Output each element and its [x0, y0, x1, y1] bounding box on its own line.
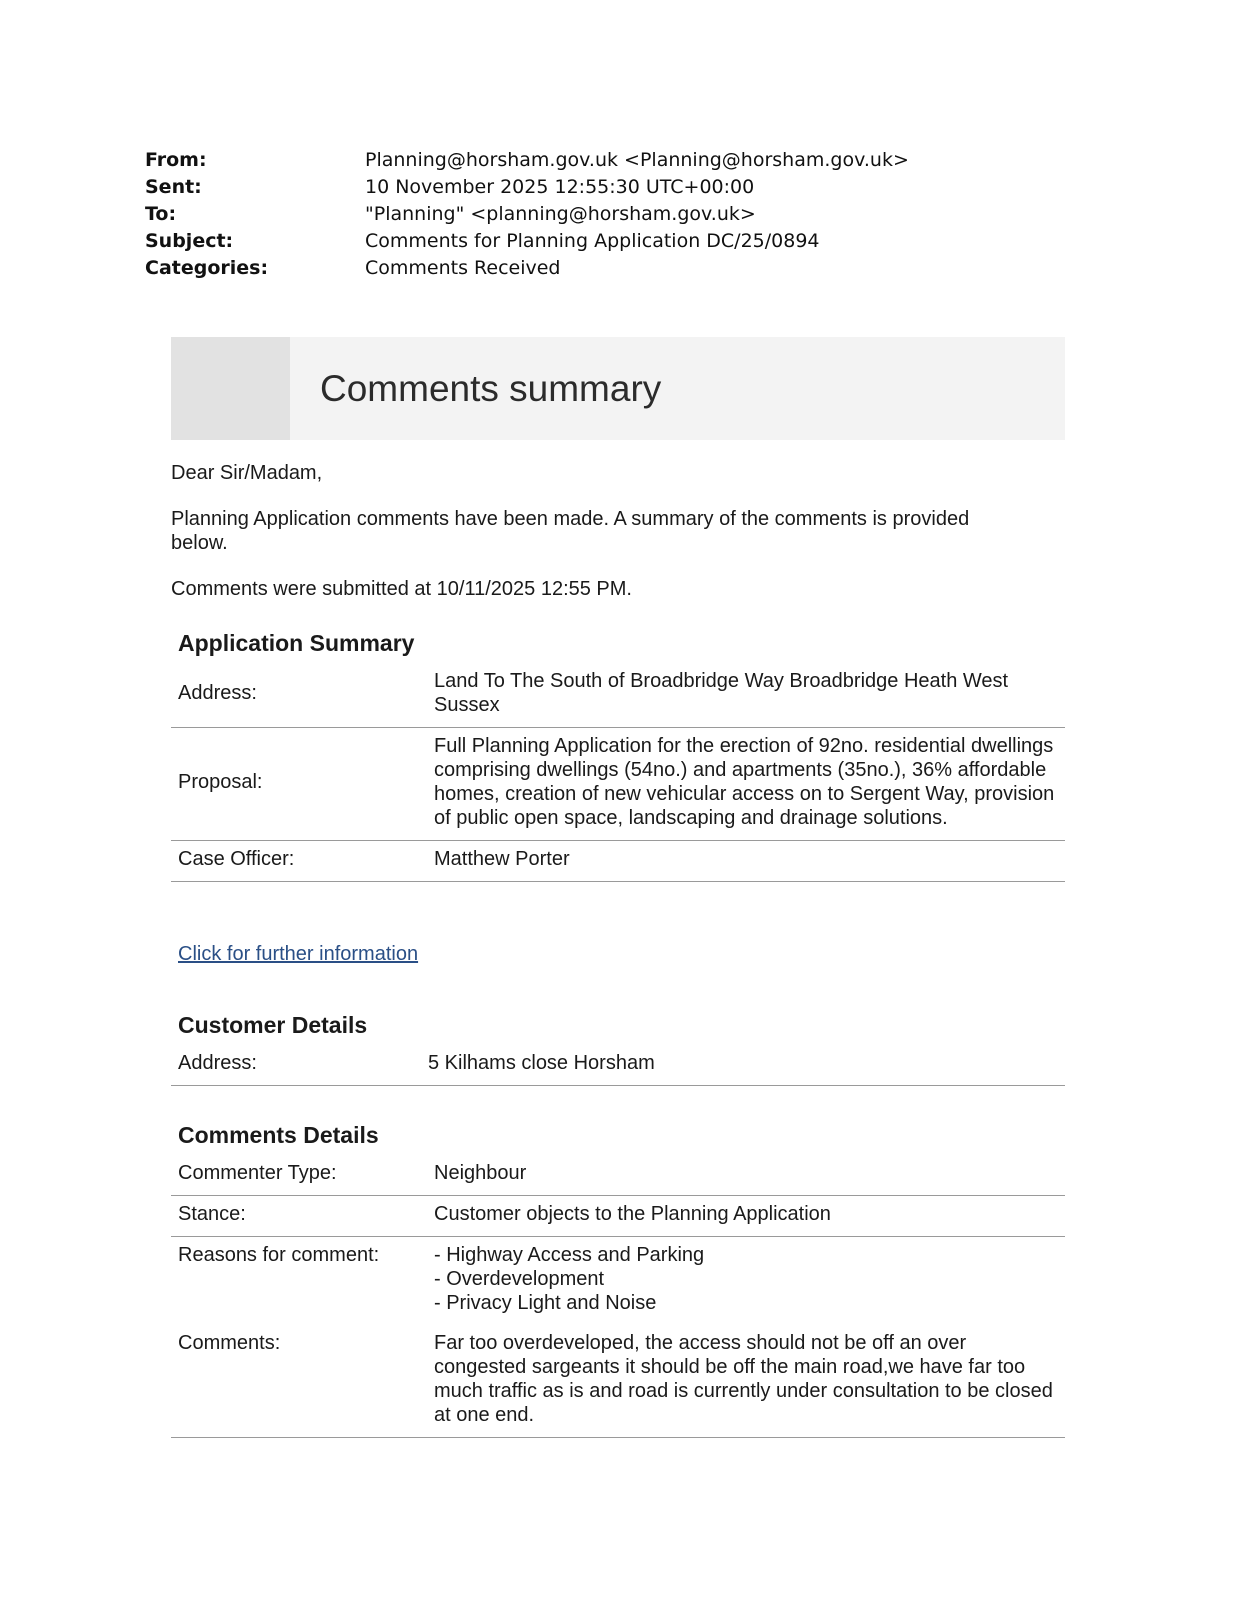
table-row — [171, 663, 1065, 728]
table-row — [171, 728, 1065, 841]
application-summary-title: Application Summary — [178, 630, 415, 656]
comments-summary-banner — [171, 337, 1065, 440]
address-value: Land To The South of Broadbridge Way Broadbridge Heath West Sussex — [427, 663, 1065, 728]
case-officer-label: Case Officer: — [171, 841, 427, 882]
reasons-list — [427, 1237, 1065, 1326]
comments-label: Comments: — [171, 1325, 427, 1438]
categories-row — [145, 254, 1045, 281]
reasons-label: Reasons for comment: — [178, 1244, 380, 1266]
reason-item: - Overdevelopment — [434, 1268, 605, 1290]
customer-details-table — [171, 1045, 1065, 1086]
to-row — [145, 200, 1045, 227]
comments-details-table — [171, 1155, 1065, 1438]
categories-value: Comments Received — [365, 256, 561, 279]
table-row — [171, 1155, 1065, 1196]
stance-value: Customer objects to the Planning Application — [427, 1196, 1065, 1237]
banner-title: Comments summary — [320, 367, 662, 409]
from-label: From: — [145, 148, 207, 171]
further-information-link[interactable]: Click for further information — [178, 943, 419, 965]
categories-label: Categories: — [145, 256, 269, 279]
intro-text: Planning Application comments have been made. A summary of the comments is provided below. — [171, 508, 970, 554]
to-value: "Planning" <planning@horsham.gov.uk> — [365, 202, 756, 225]
table-row — [171, 1237, 1065, 1326]
table-row — [171, 841, 1065, 882]
table-row — [171, 1045, 1065, 1086]
sent-value: 10 November 2025 12:55:30 UTC+00:00 — [365, 175, 755, 198]
proposal-value: Full Planning Application for the erection of 92no. residential dwellings comprising dwellings (54no.) and apartments (35no.), 36% affordable homes, creation of new vehicular access on to Sergent Way, provision of public open space, landscaping and drainage solutions. — [427, 728, 1065, 841]
table-row — [171, 1325, 1065, 1438]
email-header — [145, 146, 1045, 281]
address-label: Address: — [171, 663, 427, 728]
case-officer-value: Matthew Porter — [427, 841, 1065, 882]
commenter-type-value: Neighbour — [427, 1155, 1065, 1196]
submitted-text: Comments were submitted at 10/11/2025 12:55 PM. — [171, 578, 632, 600]
stance-label: Stance: — [171, 1196, 427, 1237]
customer-address-label: Address: — [171, 1045, 421, 1086]
sent-label: Sent: — [145, 175, 202, 198]
application-summary-table — [171, 663, 1065, 882]
from-row — [145, 146, 1045, 173]
from-value: Planning@horsham.gov.uk <Planning@horsham.gov.uk> — [365, 148, 909, 171]
comments-details-title: Comments Details — [178, 1122, 379, 1148]
subject-label: Subject: — [145, 229, 234, 252]
reason-item: - Highway Access and Parking — [434, 1244, 705, 1266]
commenter-type-label: Commenter Type: — [171, 1155, 427, 1196]
customer-details-title: Customer Details — [178, 1012, 368, 1038]
reason-item: - Privacy Light and Noise — [434, 1292, 657, 1314]
subject-row — [145, 227, 1045, 254]
sent-row — [145, 173, 1045, 200]
subject-value: Comments for Planning Application DC/25/0894 — [365, 229, 820, 252]
comments-value: Far too overdeveloped, the access should not be off an over congested sargeants it should be off the main road,we have far too much traffic as is and road is currently under consultation to be closed at one end. — [427, 1325, 1065, 1438]
customer-address-value: 5 Kilhams close Horsham — [421, 1045, 1065, 1086]
proposal-label: Proposal: — [171, 728, 427, 841]
table-row — [171, 1196, 1065, 1237]
banner-side-block — [171, 337, 290, 440]
greeting: Dear Sir/Madam, — [171, 462, 323, 484]
to-label: To: — [145, 202, 177, 225]
